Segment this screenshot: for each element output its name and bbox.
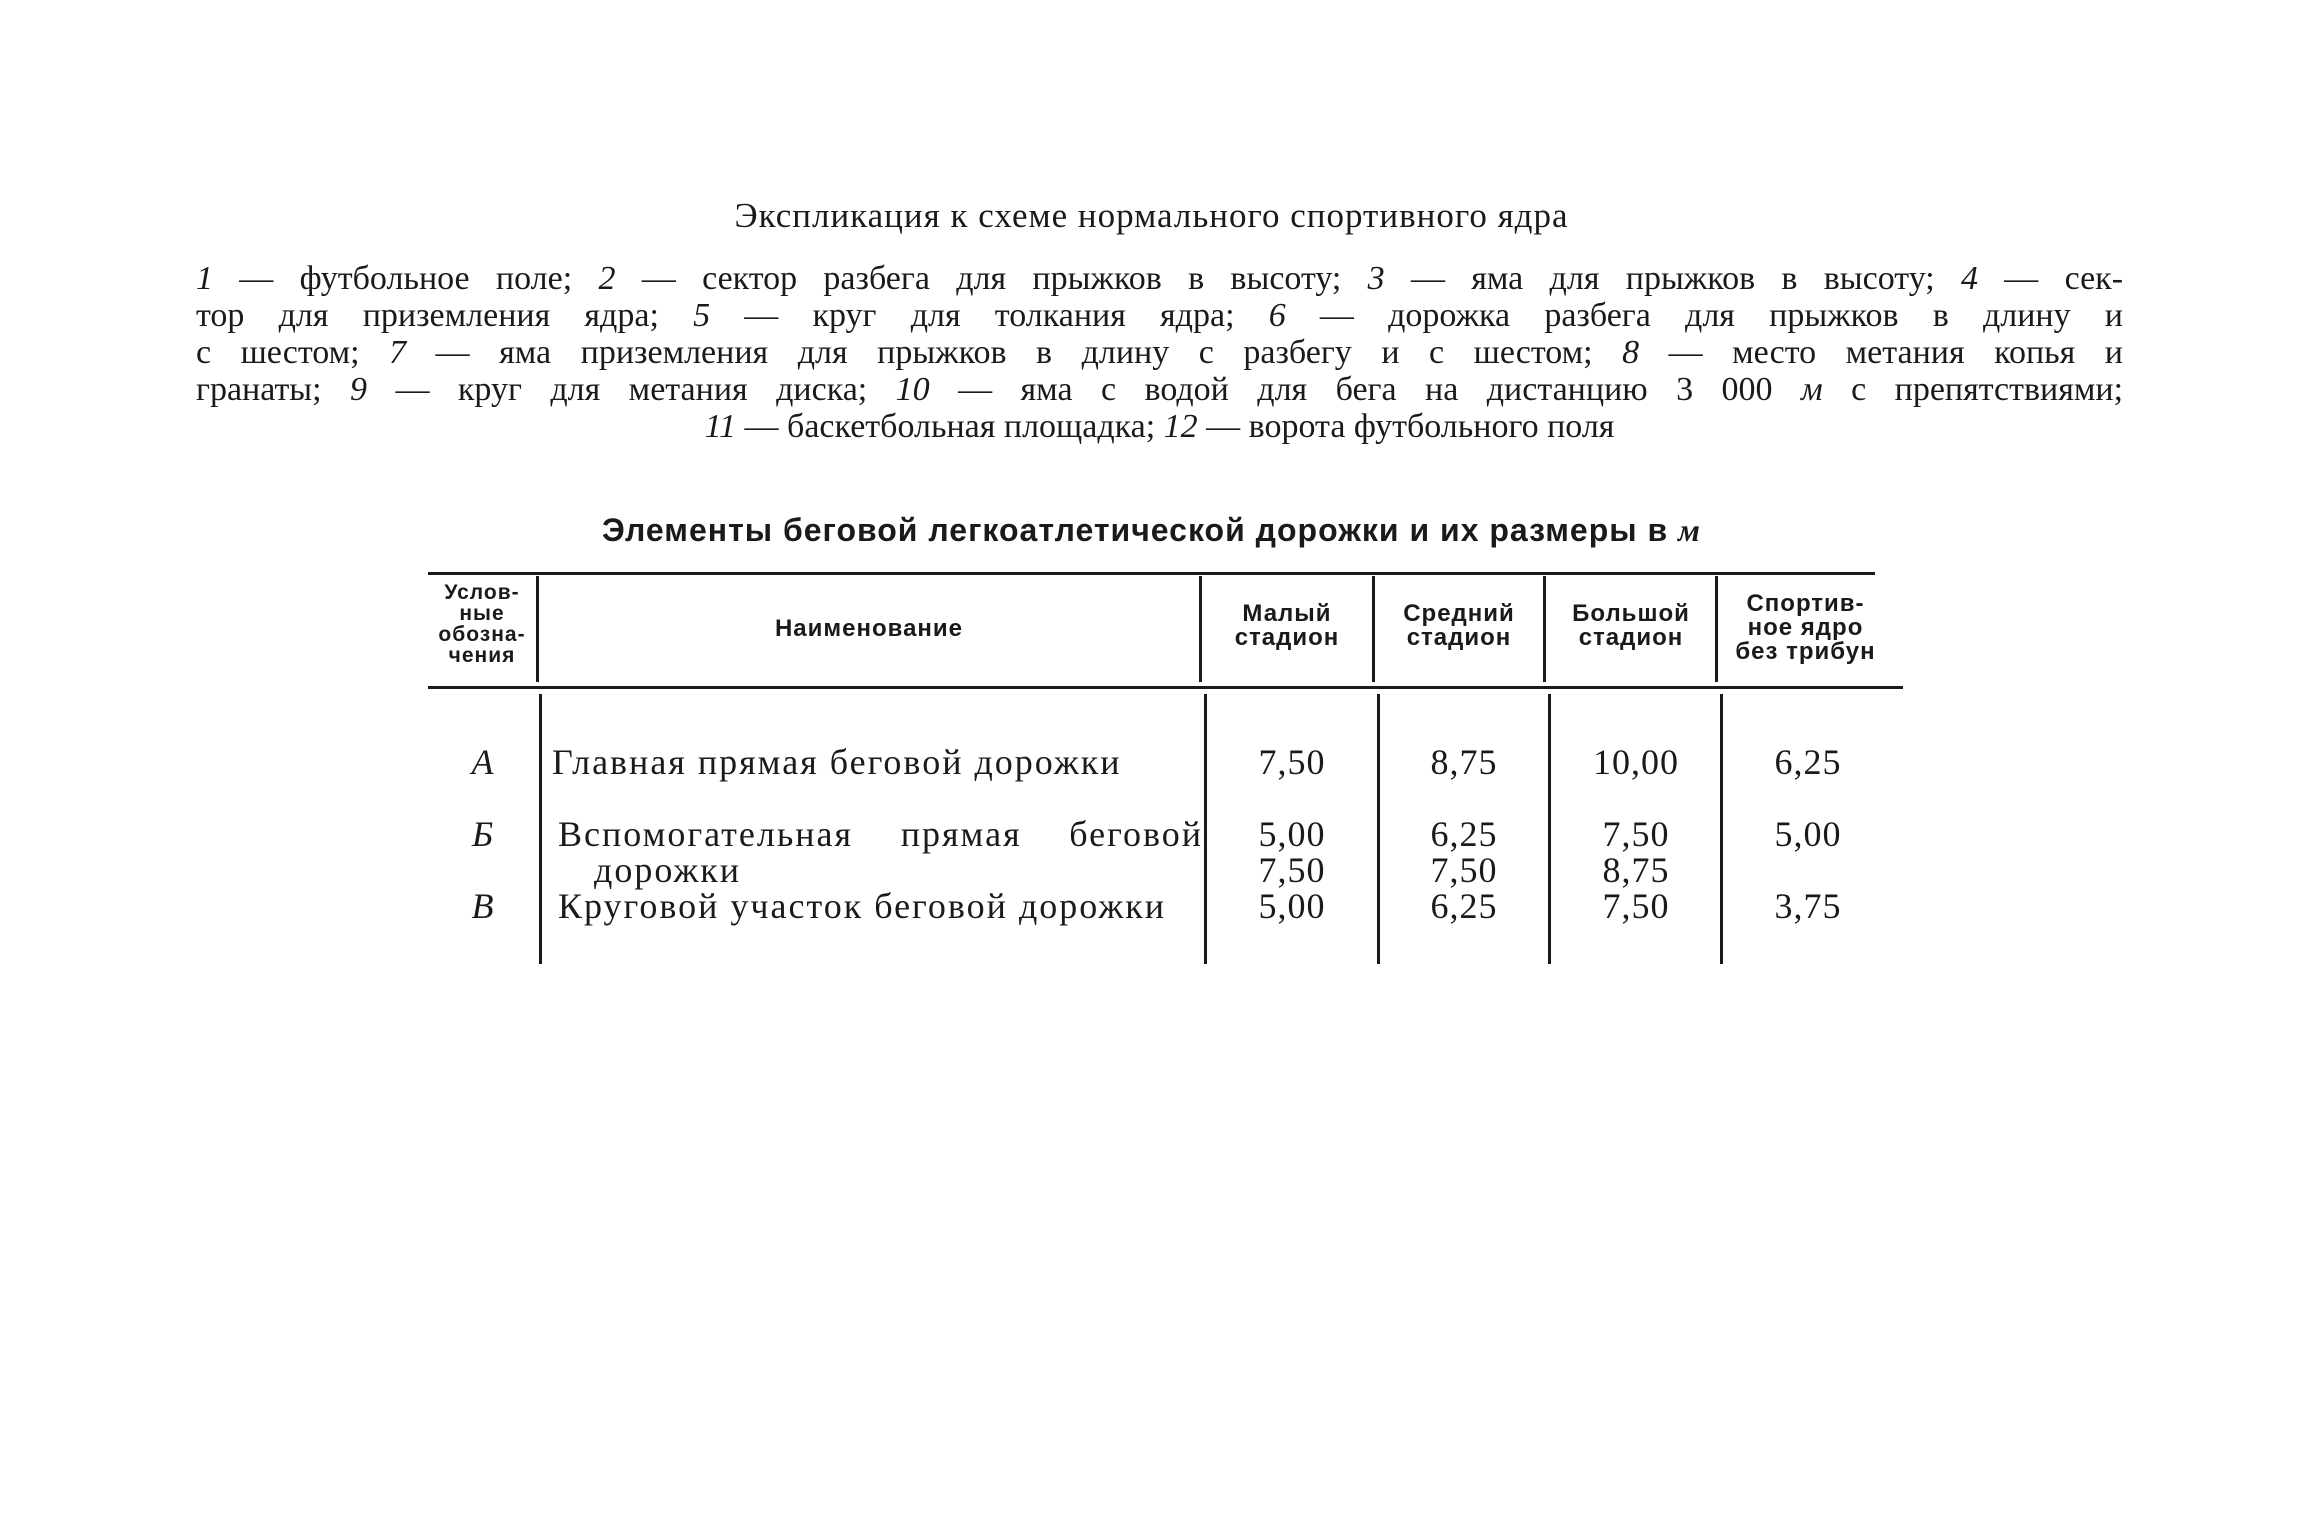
row-symbol: А bbox=[471, 742, 495, 782]
value-line: 7,50 bbox=[1602, 886, 1670, 926]
header-large-stadium bbox=[1546, 602, 1716, 650]
legend-text: гранаты; bbox=[196, 371, 351, 408]
value-line: 10,00 bbox=[1593, 742, 1679, 782]
row-value-large bbox=[1551, 744, 1721, 780]
legend-text: с препятствиями; bbox=[1822, 371, 2124, 408]
header-line: ное ядро bbox=[1747, 614, 1864, 641]
row-symbol: Б bbox=[471, 814, 495, 854]
legend-line bbox=[196, 334, 2123, 371]
value-line: 8,75 bbox=[1602, 850, 1670, 890]
body-divider bbox=[539, 694, 542, 964]
legend-number: 3 bbox=[1367, 260, 1385, 297]
legend-line bbox=[196, 408, 2123, 445]
legend-text: с шестом; bbox=[196, 334, 390, 371]
legend-number: 8 bbox=[1622, 334, 1640, 371]
row-name-line: Вспомогательная прямая беговой bbox=[558, 814, 1203, 854]
table-top-rule bbox=[428, 572, 1875, 575]
header-line: стадион bbox=[1234, 624, 1340, 651]
legend-number: 11 bbox=[704, 408, 737, 445]
header-symbol bbox=[428, 582, 536, 666]
value-line: 6,25 bbox=[1430, 886, 1498, 926]
legend-text: — место метания копья и bbox=[1639, 334, 2124, 371]
legend-line bbox=[196, 297, 2123, 334]
header-line: стадион bbox=[1406, 624, 1512, 651]
value-line: 6,25 bbox=[1774, 742, 1842, 782]
header-line: Средний bbox=[1403, 600, 1515, 627]
row-value-medium bbox=[1380, 888, 1548, 924]
header-symbol-line: ные bbox=[459, 602, 505, 625]
legend-text: — футбольное поле; bbox=[213, 260, 599, 297]
value-line: 7,50 bbox=[1258, 742, 1326, 782]
row-name bbox=[558, 888, 1206, 924]
legend-text: — круг для метания диска; bbox=[367, 371, 896, 408]
row-name-line: Главная прямая беговой дорожки bbox=[552, 742, 1122, 782]
legend-number: 12 bbox=[1163, 408, 1198, 445]
value-line: 7,50 bbox=[1430, 850, 1498, 890]
legend-text: — яма с водой для бега на дистанцию 3 000 bbox=[929, 371, 1801, 408]
header-line: без трибун bbox=[1735, 638, 1876, 665]
row-name bbox=[552, 744, 1202, 780]
table-title-unit: м bbox=[1678, 512, 1701, 548]
value-line: 5,00 bbox=[1258, 814, 1326, 854]
value-line: 3,75 bbox=[1774, 886, 1842, 926]
header-medium-stadium bbox=[1375, 602, 1543, 650]
row-value-core bbox=[1723, 816, 1893, 852]
value-line: 7,50 bbox=[1602, 814, 1670, 854]
legend-text: — круг для толкания ядра; bbox=[710, 297, 1269, 334]
header-sport-core bbox=[1718, 592, 1893, 664]
legend-text: — сектор разбега для прыжков в высоту; bbox=[615, 260, 1368, 297]
row-value-large bbox=[1551, 816, 1721, 888]
explication-title: Экспликация к схеме нормального спортивного ядра bbox=[734, 196, 1569, 235]
explication-legend bbox=[196, 260, 2123, 445]
legend-number: 6 bbox=[1268, 297, 1286, 334]
row-value-medium bbox=[1380, 744, 1548, 780]
table-header-rule bbox=[428, 686, 1903, 689]
row-name-line: дорожки bbox=[594, 850, 742, 890]
value-line: 5,00 bbox=[1258, 886, 1326, 926]
legend-text: — яма для прыжков в высоту; bbox=[1384, 260, 1961, 297]
dimensions-table bbox=[428, 572, 1903, 967]
legend-unit: м bbox=[1800, 371, 1823, 408]
header-name: Наименование bbox=[774, 615, 964, 642]
header-line: Спортив- bbox=[1746, 590, 1865, 617]
row-name bbox=[558, 816, 1203, 888]
row-name-line: Круговой участок беговой дорожки bbox=[558, 886, 1166, 926]
legend-text: — баскетбольная площадка; bbox=[736, 408, 1164, 445]
table-title-text: Элементы беговой легкоатлетической дорожки и их размеры в bbox=[602, 512, 1669, 548]
legend-number: 10 bbox=[895, 371, 930, 408]
legend-number: 7 bbox=[389, 334, 407, 371]
row-symbol: В bbox=[471, 886, 495, 926]
legend-number: 4 bbox=[1961, 260, 1978, 297]
value-line: 5,00 bbox=[1774, 814, 1842, 854]
header-symbol-line: чения bbox=[448, 644, 516, 667]
legend-text: — ворота футбольного поля bbox=[1197, 408, 1615, 445]
row-value-core bbox=[1723, 888, 1893, 924]
legend-text: — сек- bbox=[1978, 260, 2124, 297]
header-line: Малый bbox=[1242, 600, 1332, 627]
legend-number: 1 bbox=[196, 260, 213, 297]
legend-text: тор для приземления ядра; bbox=[196, 297, 694, 334]
legend-text: — дорожка разбега для прыжков в длину и bbox=[1285, 297, 2123, 334]
row-value-small bbox=[1207, 744, 1377, 780]
value-line: 8,75 bbox=[1430, 742, 1498, 782]
legend-number: 5 bbox=[693, 297, 711, 334]
legend-line bbox=[196, 371, 2123, 408]
row-value-core bbox=[1723, 744, 1893, 780]
value-line: 6,25 bbox=[1430, 814, 1498, 854]
header-symbol-line: Услов- bbox=[444, 581, 520, 604]
legend-line bbox=[196, 260, 2123, 297]
row-value-small bbox=[1207, 888, 1377, 924]
legend-text: — яма приземления для прыжков в длину с разбегу и с шестом; bbox=[406, 334, 1623, 371]
header-line: Большой bbox=[1572, 600, 1690, 627]
header-symbol-line: обозна- bbox=[438, 623, 526, 646]
row-value-large bbox=[1551, 888, 1721, 924]
header-line: стадион bbox=[1578, 624, 1684, 651]
header-small-stadium bbox=[1202, 602, 1372, 650]
value-line: 7,50 bbox=[1258, 850, 1326, 890]
legend-number: 9 bbox=[350, 371, 368, 408]
row-value-medium bbox=[1380, 816, 1548, 888]
table-title bbox=[0, 512, 2303, 549]
row-value-small bbox=[1207, 816, 1377, 888]
legend-number: 2 bbox=[598, 260, 616, 297]
